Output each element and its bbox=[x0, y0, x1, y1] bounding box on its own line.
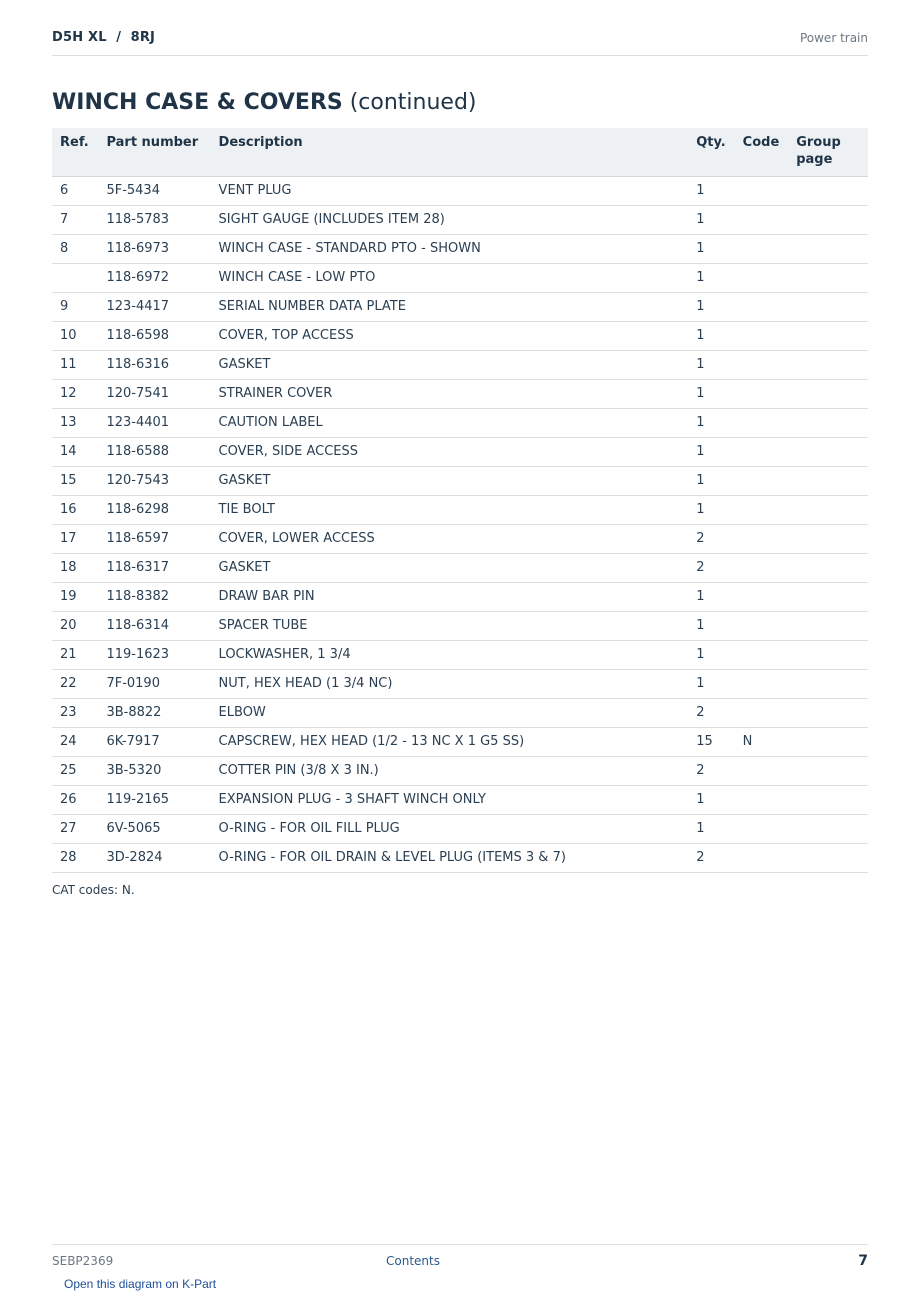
row-qty: 1 bbox=[688, 379, 734, 408]
row-qty: 2 bbox=[688, 843, 734, 872]
row-part-number: 5F-5434 bbox=[98, 176, 210, 205]
table-row bbox=[52, 843, 868, 872]
row-group-page bbox=[788, 205, 868, 234]
row-ref: 22 bbox=[52, 669, 98, 698]
row-part-number: 6V-5065 bbox=[98, 814, 210, 843]
table-row bbox=[52, 785, 868, 814]
row-part-number: 3D-2824 bbox=[98, 843, 210, 872]
row-ref: 8 bbox=[52, 234, 98, 263]
table-row bbox=[52, 640, 868, 669]
row-group-page bbox=[788, 495, 868, 524]
row-qty: 1 bbox=[688, 350, 734, 379]
table-row bbox=[52, 553, 868, 582]
row-description: VENT PLUG bbox=[211, 176, 689, 205]
table-row bbox=[52, 814, 868, 843]
row-code bbox=[735, 524, 789, 553]
row-description: WINCH CASE - LOW PTO bbox=[211, 263, 689, 292]
row-description: DRAW BAR PIN bbox=[211, 582, 689, 611]
row-part-number: 119-1623 bbox=[98, 640, 210, 669]
row-qty: 2 bbox=[688, 553, 734, 582]
row-group-page bbox=[788, 611, 868, 640]
row-description: CAPSCREW, HEX HEAD (1/2 - 13 NC X 1 G5 SS) bbox=[211, 727, 689, 756]
row-ref: 23 bbox=[52, 698, 98, 727]
row-description: LOCKWASHER, 1 3/4 bbox=[211, 640, 689, 669]
row-qty: 1 bbox=[688, 263, 734, 292]
row-part-number: 118-8382 bbox=[98, 582, 210, 611]
row-group-page bbox=[788, 553, 868, 582]
row-description: COVER, SIDE ACCESS bbox=[211, 437, 689, 466]
cat-codes-footnote: CAT codes: N. bbox=[52, 883, 135, 897]
row-part-number: 123-4401 bbox=[98, 408, 210, 437]
row-part-number: 119-2165 bbox=[98, 785, 210, 814]
document-id: SEBP2369 bbox=[52, 1254, 114, 1268]
row-description: SPACER TUBE bbox=[211, 611, 689, 640]
row-ref: 12 bbox=[52, 379, 98, 408]
table-row bbox=[52, 176, 868, 205]
row-code bbox=[735, 582, 789, 611]
header-description: Description bbox=[211, 128, 689, 176]
row-qty: 1 bbox=[688, 640, 734, 669]
row-group-page bbox=[788, 321, 868, 350]
row-description: NUT, HEX HEAD (1 3/4 NC) bbox=[211, 669, 689, 698]
row-code bbox=[735, 321, 789, 350]
contents-link[interactable]: Contents bbox=[386, 1254, 440, 1268]
row-code bbox=[735, 814, 789, 843]
row-ref: 10 bbox=[52, 321, 98, 350]
table-row bbox=[52, 756, 868, 785]
row-part-number: 118-6972 bbox=[98, 263, 210, 292]
row-part-number: 120-7543 bbox=[98, 466, 210, 495]
row-code: N bbox=[735, 727, 789, 756]
header-code: Code bbox=[735, 128, 789, 176]
row-code bbox=[735, 176, 789, 205]
row-ref: 11 bbox=[52, 350, 98, 379]
row-code bbox=[735, 205, 789, 234]
row-ref: 28 bbox=[52, 843, 98, 872]
row-group-page bbox=[788, 234, 868, 263]
table-row bbox=[52, 611, 868, 640]
row-qty: 2 bbox=[688, 698, 734, 727]
row-group-page bbox=[788, 379, 868, 408]
row-group-page bbox=[788, 756, 868, 785]
title-main: WINCH CASE & COVERS bbox=[52, 90, 343, 115]
row-group-page bbox=[788, 785, 868, 814]
row-group-page bbox=[788, 466, 868, 495]
row-group-page bbox=[788, 408, 868, 437]
row-description: STRAINER COVER bbox=[211, 379, 689, 408]
page-footer bbox=[52, 1244, 868, 1301]
row-description: GASKET bbox=[211, 553, 689, 582]
row-qty: 1 bbox=[688, 321, 734, 350]
row-group-page bbox=[788, 437, 868, 466]
table-header-row bbox=[52, 128, 868, 176]
row-part-number: 118-6317 bbox=[98, 553, 210, 582]
table-row bbox=[52, 698, 868, 727]
row-qty: 1 bbox=[688, 234, 734, 263]
row-ref: 27 bbox=[52, 814, 98, 843]
row-part-number: 123-4417 bbox=[98, 292, 210, 321]
row-qty: 1 bbox=[688, 814, 734, 843]
row-qty: 1 bbox=[688, 205, 734, 234]
row-code bbox=[735, 466, 789, 495]
row-description: COVER, TOP ACCESS bbox=[211, 321, 689, 350]
row-code bbox=[735, 379, 789, 408]
row-code bbox=[735, 669, 789, 698]
row-part-number: 3B-8822 bbox=[98, 698, 210, 727]
row-group-page bbox=[788, 669, 868, 698]
row-code bbox=[735, 640, 789, 669]
row-qty: 1 bbox=[688, 466, 734, 495]
page-header bbox=[52, 0, 868, 56]
row-part-number: 118-6598 bbox=[98, 321, 210, 350]
page-title bbox=[52, 90, 477, 115]
model-serial: D5H XL / 8RJ bbox=[52, 30, 156, 45]
row-qty: 1 bbox=[688, 669, 734, 698]
row-part-number: 3B-5320 bbox=[98, 756, 210, 785]
row-description: TIE BOLT bbox=[211, 495, 689, 524]
table-row bbox=[52, 495, 868, 524]
table-row bbox=[52, 350, 868, 379]
row-code bbox=[735, 408, 789, 437]
row-ref bbox=[52, 263, 98, 292]
row-group-page bbox=[788, 524, 868, 553]
row-group-page bbox=[788, 640, 868, 669]
page-number: 7 bbox=[858, 1253, 868, 1269]
row-ref: 16 bbox=[52, 495, 98, 524]
row-description: CAUTION LABEL bbox=[211, 408, 689, 437]
table-row bbox=[52, 437, 868, 466]
row-ref: 18 bbox=[52, 553, 98, 582]
parts-table-body bbox=[52, 176, 868, 872]
row-part-number: 118-6314 bbox=[98, 611, 210, 640]
row-part-number: 118-6973 bbox=[98, 234, 210, 263]
row-qty: 1 bbox=[688, 437, 734, 466]
row-qty: 1 bbox=[688, 408, 734, 437]
header-part-number: Part number bbox=[98, 128, 210, 176]
row-code bbox=[735, 611, 789, 640]
row-code bbox=[735, 553, 789, 582]
row-code bbox=[735, 495, 789, 524]
row-part-number: 118-6316 bbox=[98, 350, 210, 379]
table-row bbox=[52, 669, 868, 698]
row-ref: 24 bbox=[52, 727, 98, 756]
table-row bbox=[52, 205, 868, 234]
table-row bbox=[52, 263, 868, 292]
row-group-page bbox=[788, 843, 868, 872]
row-description: SERIAL NUMBER DATA PLATE bbox=[211, 292, 689, 321]
table-row bbox=[52, 524, 868, 553]
row-group-page bbox=[788, 263, 868, 292]
row-ref: 7 bbox=[52, 205, 98, 234]
row-ref: 17 bbox=[52, 524, 98, 553]
header-qty: Qty. bbox=[688, 128, 734, 176]
row-description: COTTER PIN (3/8 X 3 IN.) bbox=[211, 756, 689, 785]
header-ref: Ref. bbox=[52, 128, 98, 176]
row-code bbox=[735, 350, 789, 379]
table-row bbox=[52, 379, 868, 408]
row-group-page bbox=[788, 350, 868, 379]
table-row bbox=[52, 466, 868, 495]
title-suffix: (continued) bbox=[342, 90, 477, 115]
row-group-page bbox=[788, 727, 868, 756]
row-description: GASKET bbox=[211, 466, 689, 495]
row-part-number: 120-7541 bbox=[98, 379, 210, 408]
row-code bbox=[735, 263, 789, 292]
row-part-number: 118-6298 bbox=[98, 495, 210, 524]
row-group-page bbox=[788, 176, 868, 205]
row-qty: 1 bbox=[688, 611, 734, 640]
row-code bbox=[735, 292, 789, 321]
row-ref: 9 bbox=[52, 292, 98, 321]
row-description: EXPANSION PLUG - 3 SHAFT WINCH ONLY bbox=[211, 785, 689, 814]
row-description: O-RING - FOR OIL DRAIN & LEVEL PLUG (ITEMS 3 & 7) bbox=[211, 843, 689, 872]
row-description: SIGHT GAUGE (INCLUDES ITEM 28) bbox=[211, 205, 689, 234]
table-row bbox=[52, 292, 868, 321]
row-part-number: 118-6588 bbox=[98, 437, 210, 466]
row-part-number: 118-6597 bbox=[98, 524, 210, 553]
row-qty: 2 bbox=[688, 756, 734, 785]
row-ref: 13 bbox=[52, 408, 98, 437]
row-part-number: 7F-0190 bbox=[98, 669, 210, 698]
row-code bbox=[735, 785, 789, 814]
row-qty: 15 bbox=[688, 727, 734, 756]
row-qty: 1 bbox=[688, 292, 734, 321]
table-row bbox=[52, 234, 868, 263]
row-code bbox=[735, 843, 789, 872]
row-description: ELBOW bbox=[211, 698, 689, 727]
row-ref: 14 bbox=[52, 437, 98, 466]
row-code bbox=[735, 437, 789, 466]
row-qty: 2 bbox=[688, 524, 734, 553]
row-group-page bbox=[788, 292, 868, 321]
row-description: COVER, LOWER ACCESS bbox=[211, 524, 689, 553]
row-description: WINCH CASE - STANDARD PTO - SHOWN bbox=[211, 234, 689, 263]
row-code bbox=[735, 698, 789, 727]
row-ref: 15 bbox=[52, 466, 98, 495]
row-qty: 1 bbox=[688, 495, 734, 524]
open-kpart-link[interactable]: Open this diagram on K-Part bbox=[64, 1277, 217, 1291]
section-name: Power train bbox=[799, 31, 868, 45]
row-code bbox=[735, 756, 789, 785]
table-row bbox=[52, 408, 868, 437]
row-group-page bbox=[788, 814, 868, 843]
table-row bbox=[52, 321, 868, 350]
row-ref: 6 bbox=[52, 176, 98, 205]
row-qty: 1 bbox=[688, 785, 734, 814]
parts-table bbox=[52, 128, 868, 873]
row-qty: 1 bbox=[688, 176, 734, 205]
row-ref: 21 bbox=[52, 640, 98, 669]
row-group-page bbox=[788, 698, 868, 727]
table-row bbox=[52, 582, 868, 611]
row-ref: 19 bbox=[52, 582, 98, 611]
table-row bbox=[52, 727, 868, 756]
row-part-number: 118-5783 bbox=[98, 205, 210, 234]
row-part-number: 6K-7917 bbox=[98, 727, 210, 756]
row-ref: 25 bbox=[52, 756, 98, 785]
row-group-page bbox=[788, 582, 868, 611]
row-description: GASKET bbox=[211, 350, 689, 379]
row-description: O-RING - FOR OIL FILL PLUG bbox=[211, 814, 689, 843]
row-code bbox=[735, 234, 789, 263]
row-qty: 1 bbox=[688, 582, 734, 611]
row-ref: 26 bbox=[52, 785, 98, 814]
header-group-page: Group page bbox=[788, 128, 868, 176]
row-ref: 20 bbox=[52, 611, 98, 640]
